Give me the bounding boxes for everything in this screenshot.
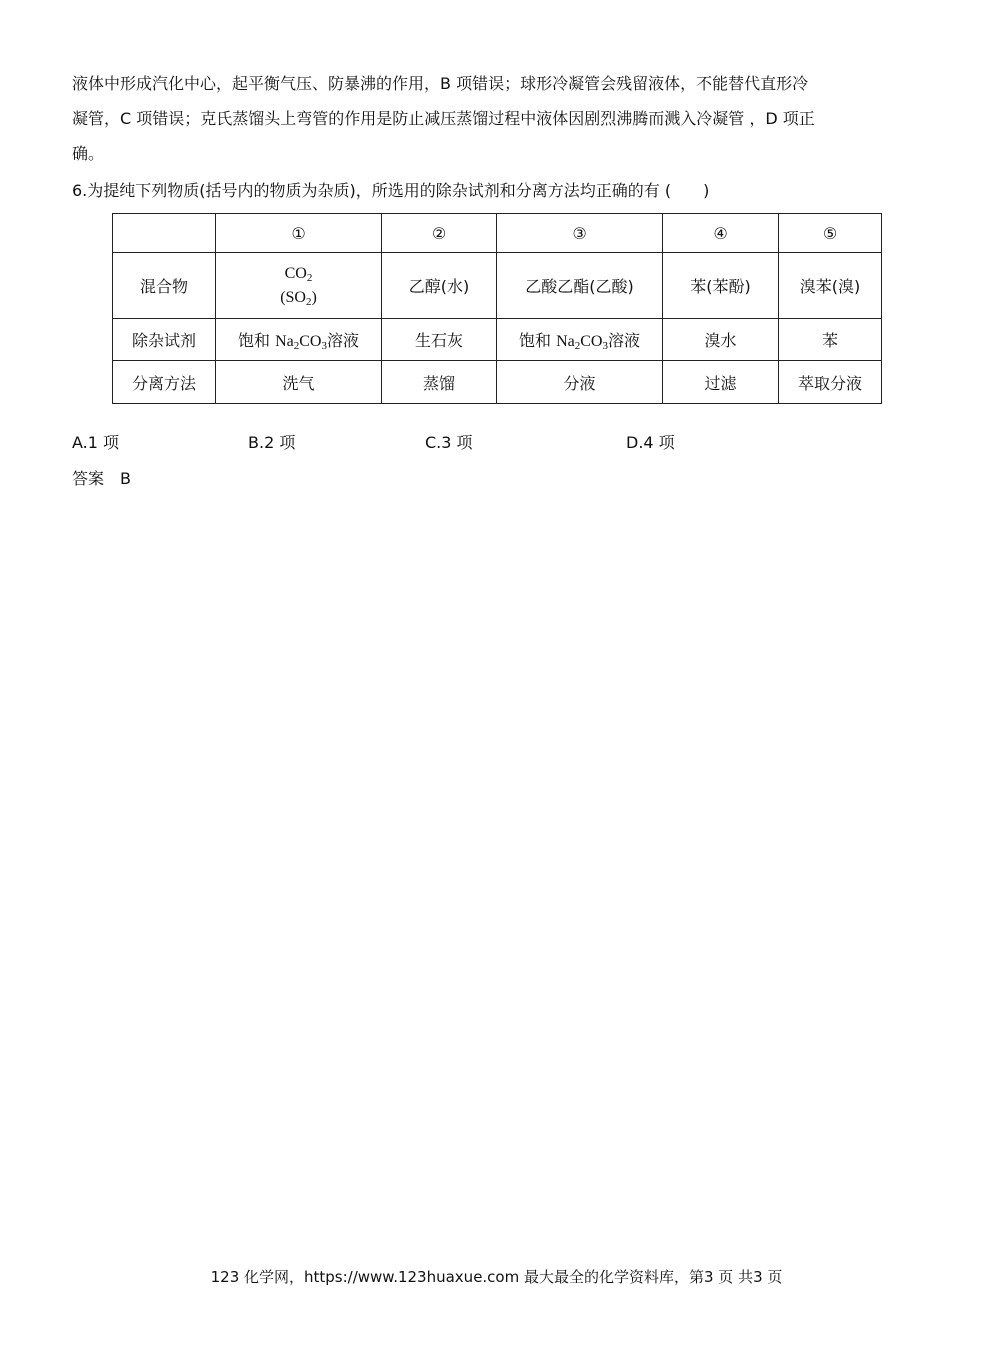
formula-main: $CO_2$ <box>284 264 313 284</box>
formula: $Na_2CO_3$ <box>275 333 327 352</box>
paragraph-line: 确。 <box>72 144 105 163</box>
column-header: ② <box>382 214 497 253</box>
column-header: ① <box>216 214 382 253</box>
explanation-paragraph <box>72 66 922 171</box>
formula-impurity: $(SO_2)$ <box>280 288 317 308</box>
table-header-row <box>113 214 882 253</box>
table-cell: 溴水 <box>663 319 779 361</box>
table-cell: 饱和 $Na_2CO_3$溶液 <box>497 319 663 361</box>
table-cell: 苯 <box>779 319 882 361</box>
paragraph-line: 凝管，C 项错误；克氏蒸馏头上弯管的作用是防止减压蒸馏过程中液体因剧烈沸腾而溅入冷凝管 ，D 项正 <box>72 109 815 128</box>
formula: $Na_2CO_3$ <box>556 333 608 352</box>
page-footer: 123 化学网，https://www.123huaxue.com 最大最全的化学资料库，第3 页 共3 页 <box>210 1268 783 1286</box>
column-header: ⑤ <box>779 214 882 253</box>
column-header: ④ <box>663 214 779 253</box>
column-header: ③ <box>497 214 663 253</box>
option-d: D.4 项 <box>626 433 675 452</box>
table-cell: 乙醇(水) <box>382 253 497 319</box>
answer-line: 答案 B <box>72 469 131 488</box>
table-cell: 洗气 <box>216 361 382 404</box>
table-cell: 萃取分液 <box>779 361 882 404</box>
option-c: C.3 项 <box>425 433 473 452</box>
table-cell: 生石灰 <box>382 319 497 361</box>
table-cell: 饱和 $Na_2CO_3$溶液 <box>216 319 382 361</box>
table-corner-cell <box>113 214 216 253</box>
table-row-reagent <box>113 319 882 361</box>
table-cell: 过滤 <box>663 361 779 404</box>
table-row-method <box>113 361 882 404</box>
row-label: 混合物 <box>113 253 216 319</box>
row-label: 分离方法 <box>113 361 216 404</box>
table-cell: 苯(苯酚) <box>663 253 779 319</box>
table-cell: 溴苯(溴) <box>779 253 882 319</box>
row-label: 除杂试剂 <box>113 319 216 361</box>
table-cell: 乙酸乙酯(乙酸) <box>497 253 663 319</box>
purification-table <box>112 213 882 404</box>
paragraph-line: 液体中形成汽化中心，起平衡气压、防暴沸的作用，B 项错误；球形冷凝管会残留液体，不能替代直形冷 <box>72 74 809 93</box>
answer-options <box>0 430 993 460</box>
table-cell <box>216 253 382 319</box>
table-row-mixture <box>113 253 882 319</box>
option-a: A.1 项 <box>72 433 120 452</box>
option-b: B.2 项 <box>248 433 296 452</box>
table-cell: 分液 <box>497 361 663 404</box>
question-stem: 6.为提纯下列物质(括号内的物质为杂质)，所选用的除杂试剂和分离方法均正确的有 ( ) <box>72 181 710 200</box>
table-cell: 蒸馏 <box>382 361 497 404</box>
